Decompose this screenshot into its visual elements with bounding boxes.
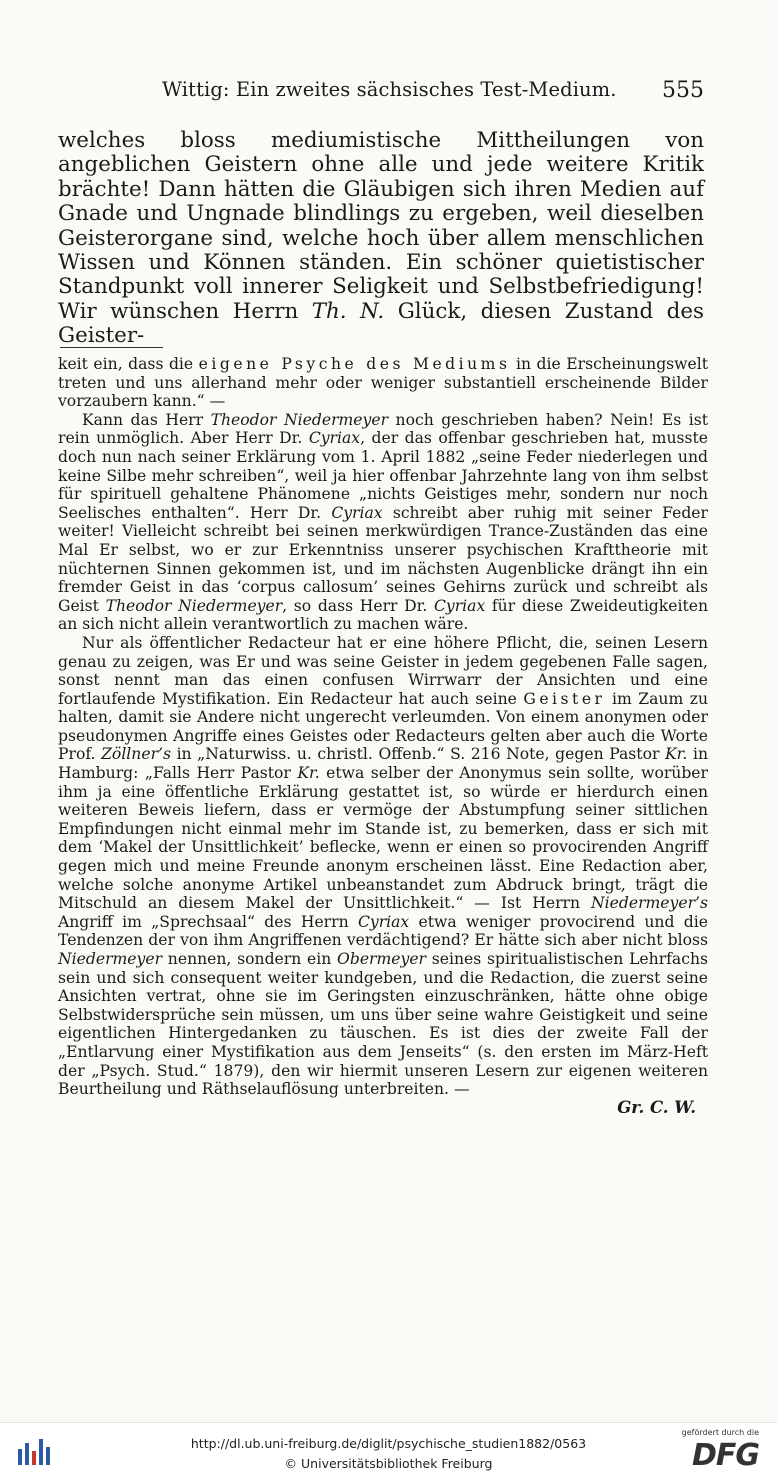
footnote-paragraph-1	[58, 355, 708, 411]
page-header	[60, 78, 706, 110]
fn-run: , so dass Herr Dr.	[282, 596, 434, 615]
fn-run: keit ein, dass die	[58, 355, 199, 373]
fn-spaced-run: Geister	[523, 689, 606, 708]
fn-run: in Hamburg: „Falls Herr Pastor	[58, 745, 708, 783]
main-text-run: welches bloss mediumistische Mittheilungen von angeblichen Geistern ohne alle und jede weitere Kritik brächte! Dann hätten die Gläubigen sich ihren Medien auf Gnade und Ungnade blindlings zu ergeben, weil dieselben Geisterorgane sind, welche hoch über allem menschlichen Wissen und Können ständen. Ein schöner quietistischer Standpunkt voll innerer Seligkeit und Selbstbefriedigung! Wir wünschen Herrn	[58, 128, 704, 324]
fn-run: schreibt aber ruhig mit seiner Feder weiter! Vielleicht schreibt bei seinen merkwürdigen Trance-Zuständen das eine Mal Er selbst, wo er zur Erkenntniss unserer psychischen Krafttheorie mit nüchternen Sinnen gekommen ist, und im nächsten Augenblicke drängt ihn ein fremder Geist in das ‘corpus callosum’ seines Gehirns zurück und schreibt als Geist	[58, 503, 708, 615]
fn-italic: Obermeyer	[337, 950, 427, 968]
fn-italic: Kr.	[665, 745, 688, 764]
fn-run: seines spiritualistischen Lehrfachs sein und sich consequent weiter kundgeben, und die Redaction, die zuerst seine Ansichten vertrat, ohne sie im Geringsten einzuschränken, hätte ohne obige Selbstwidersprüche sein müssen, um uns über seine wahre Geistigkeit und seine eigentlichen Hintergedanken zu täuschen. Es ist dies der zweite Fall der „Entlarvung einer Mystifikation aus dem Jenseits“ (s. den ersten im März-Heft der „Psych. Stud.“ 1879), den wir hiermit unseren Lesern zur eigenen weiteren Beurtheilung und Räthselauflösung unterbreiten. —	[58, 950, 708, 1099]
fn-run: Kann das Herr	[82, 410, 211, 429]
source-url-link[interactable]: http://dl.ub.uni-freiburg.de/diglit/psychische_studien1882/0563	[190, 1436, 587, 1451]
dfg-caption: gefördert durch die	[681, 1428, 759, 1437]
fn-italic: Cyriax	[308, 429, 361, 448]
fn-italic: Theodor Niedermeyer	[105, 596, 283, 615]
running-title: Wittig: Ein zweites sächsisches Test-Medium.	[162, 78, 617, 101]
fn-run: etwa selber der Anonymus sein sollte, worüber ihm ja eine öffentliche Erklärung gestattet ist, so würde er hierdurch einen weiteren Beweis liefern, dass er vermöge der Abstumpfung seiner sittlichen Empfindungen nicht einmal mehr im Stande ist, zu bemerken, dass er sich mit dem ‘Makel der Unsittlichkeit’ beflecke, wenn er einen so provocirenden Angriff gegen mich und meine Freunde anonym erscheinen lässt. Eine Redaction aber, welche solche anonyme Artikel unbeanstandet zum Abdruck bringt, trägt die Mitschuld an diesem Makel der Unsittlichkeit.“ — Ist Herrn	[58, 764, 708, 913]
fn-run: Angriff im „Sprechsaal“ des Herrn	[58, 912, 358, 931]
fn-run: , der das offenbar geschrieben hat, musste doch nun nach seiner Erklärung vom 1. April 1882 „seine Feder niederlegen und keine Silbe mehr schreiben“, weil ja hier offenbar Jahrzehnte lang von ihm selbst für spirituell gehaltene Phänomene „nichts Geistiges mehr, sondern nur noch Seelisches enthalten“. Herr Dr.	[58, 429, 709, 522]
footnote-paragraph-3	[58, 634, 708, 1099]
page-number: 555	[662, 78, 704, 103]
fn-run: noch geschrieben haben? Nein! Es ist rein unmöglich. Aber Herr Dr.	[58, 410, 708, 448]
fn-run: etwa weniger provocirend und die Tendenzen der von ihm Angriffenen verdächtigend? Er hätte sich aber nicht bloss	[58, 912, 708, 950]
footnote-separator	[60, 347, 163, 348]
fn-italic: Niedermeyer’s	[591, 894, 708, 913]
dfg-wordmark: DFG	[691, 1438, 759, 1473]
fn-run: für diese Zweideutigkeiten an sich nicht allein verantwortlich zu machen wäre.	[58, 596, 708, 634]
fn-italic: Niedermeyer	[58, 950, 163, 968]
fn-run: in „Naturwiss. u. christl. Offenb.“ S. 216 Note, gegen Pastor	[170, 745, 666, 764]
fn-spaced-run: eigene Psyche des Mediums	[198, 355, 511, 373]
fn-italic: Cyriax	[331, 503, 383, 522]
main-paragraph	[58, 129, 704, 349]
signature: Gr. C. W.	[617, 1097, 696, 1117]
fn-run: im Zaum zu halten, damit sie Andere nicht ungerecht verleumden. Von einem anonymen oder pseudonymen Angriffe eines Geistes oder Redacteurs gelten aber auch die Worte Prof.	[58, 689, 708, 764]
main-text-run: Glück, diesen Zustand des Geister-	[58, 298, 704, 349]
fn-run: in die Erscheinungswelt treten und uns allerhand mehr oder weniger substantiell erscheinende Bilder vorzaubern kann.“ —	[58, 355, 709, 411]
fn-italic: Theodor Niedermeyer	[210, 410, 389, 429]
copyright-text: © Universitätsbibliothek Freiburg	[284, 1456, 493, 1471]
fn-run: nennen, sondern ein	[162, 950, 338, 968]
fn-italic: Kr.	[297, 764, 320, 783]
footnote-paragraph-2	[58, 411, 708, 634]
dfg-logo	[677, 1428, 769, 1474]
viewer-footer	[0, 1422, 777, 1478]
fn-run: Nur als öffentlicher Redacteur hat er eine höhere Pflicht, die, seinen Lesern genau zu zeigen, was Er und was seine Geister in jedem gegebenen Falle sagen, sonst nennt man das einen confusen Wirrwarr der Ansichten und eine fortlaufende Mystifikation. Ein Redacteur hat auch seine	[58, 633, 708, 708]
main-text-italic: Th. N.	[311, 298, 385, 324]
fn-italic: Cyriax	[357, 912, 410, 931]
fn-italic: Zöllner’s	[101, 745, 171, 764]
main-body-text	[58, 129, 704, 349]
footnote-block	[58, 355, 708, 1117]
fn-italic: Cyriax	[433, 596, 486, 615]
